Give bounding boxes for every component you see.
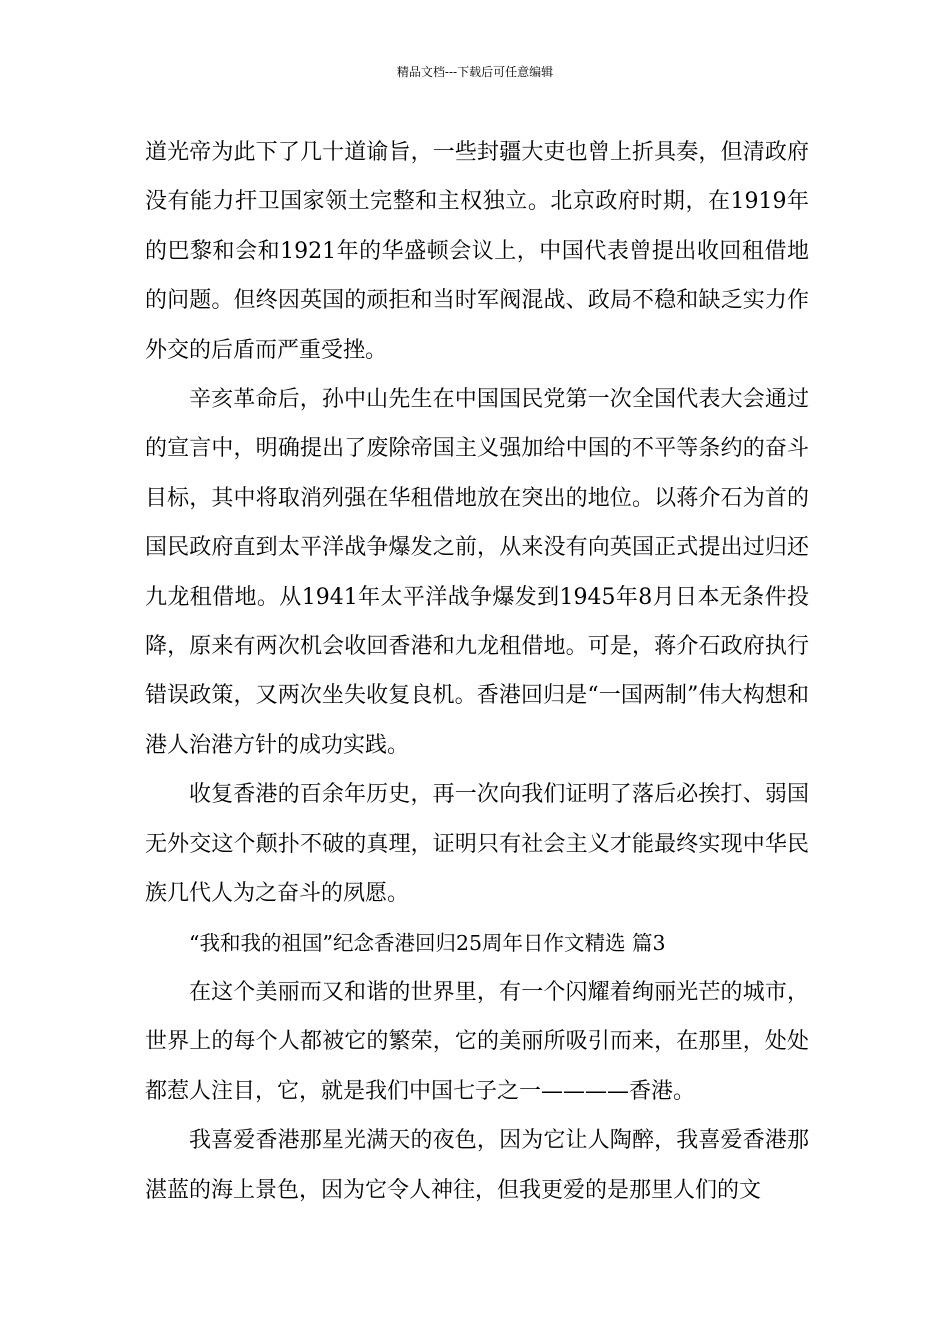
paragraph-3: 收复香港的百余年历史，再一次向我们证明了落后必挨打、弱国无外交这个颠扑不破的真理，证明只有社会主义才能最终实现中华民族几代人为之奋斗的夙愿。 bbox=[145, 782, 809, 907]
paragraph-4: 在这个美丽而又和谐的世界里，有一个闪耀着绚丽光芒的城市，世界上的每个人都被它的繁荣，它的美丽所吸引而来，在那里，处处都惹人注目，它，就是我们中国七子之一————香港。 bbox=[145, 979, 809, 1104]
paragraph-2: 辛亥革命后，孙中山先生在中国国民党第一次全国代表大会通过的宣言中，明确提出了废除帝国主义强加给中国的不平等条约的奋斗目标，其中将取消列强在华租借地放在突出的地位。以蒋介石为首的国民政府直到太平洋战争爆发之前，从来没有向英国正式提出过归还九龙租借地。从1941年太平洋战争爆发到1945年8月日本无条件投降，原来有两次机会收回香港和九龙租借地。可是，蒋介石政府执行错误政策，又两次坐失收复良机。香港回归是“一国两制”伟大构想和港人治港方针的成功实践。 bbox=[145, 387, 809, 758]
paragraph-5: 我喜爱香港那星光满天的夜色，因为它让人陶醉，我喜爱香港那湛蓝的海上景色，因为它令人神往，但我更爱的是那里人们的文 bbox=[145, 1128, 809, 1203]
document-body bbox=[145, 128, 809, 1215]
section-heading: “我和我的祖国”纪念香港回归25周年日作文精选 篇3 bbox=[189, 930, 666, 955]
page-header: 精品文档---下载后可任意编辑 bbox=[396, 65, 554, 79]
paragraph-1: 道光帝为此下了几十道谕旨，一些封疆大吏也曾上折具奏，但清政府没有能力扞卫国家领土完整和主权独立。北京政府时期，在1919年的巴黎和会和1921年的华盛顿会议上，中国代表曾提出收回租借地的问题。但终因英国的顽拒和当时军阀混战、政局不稳和缺乏实力作外交的后盾而严重受挫。 bbox=[145, 140, 809, 363]
